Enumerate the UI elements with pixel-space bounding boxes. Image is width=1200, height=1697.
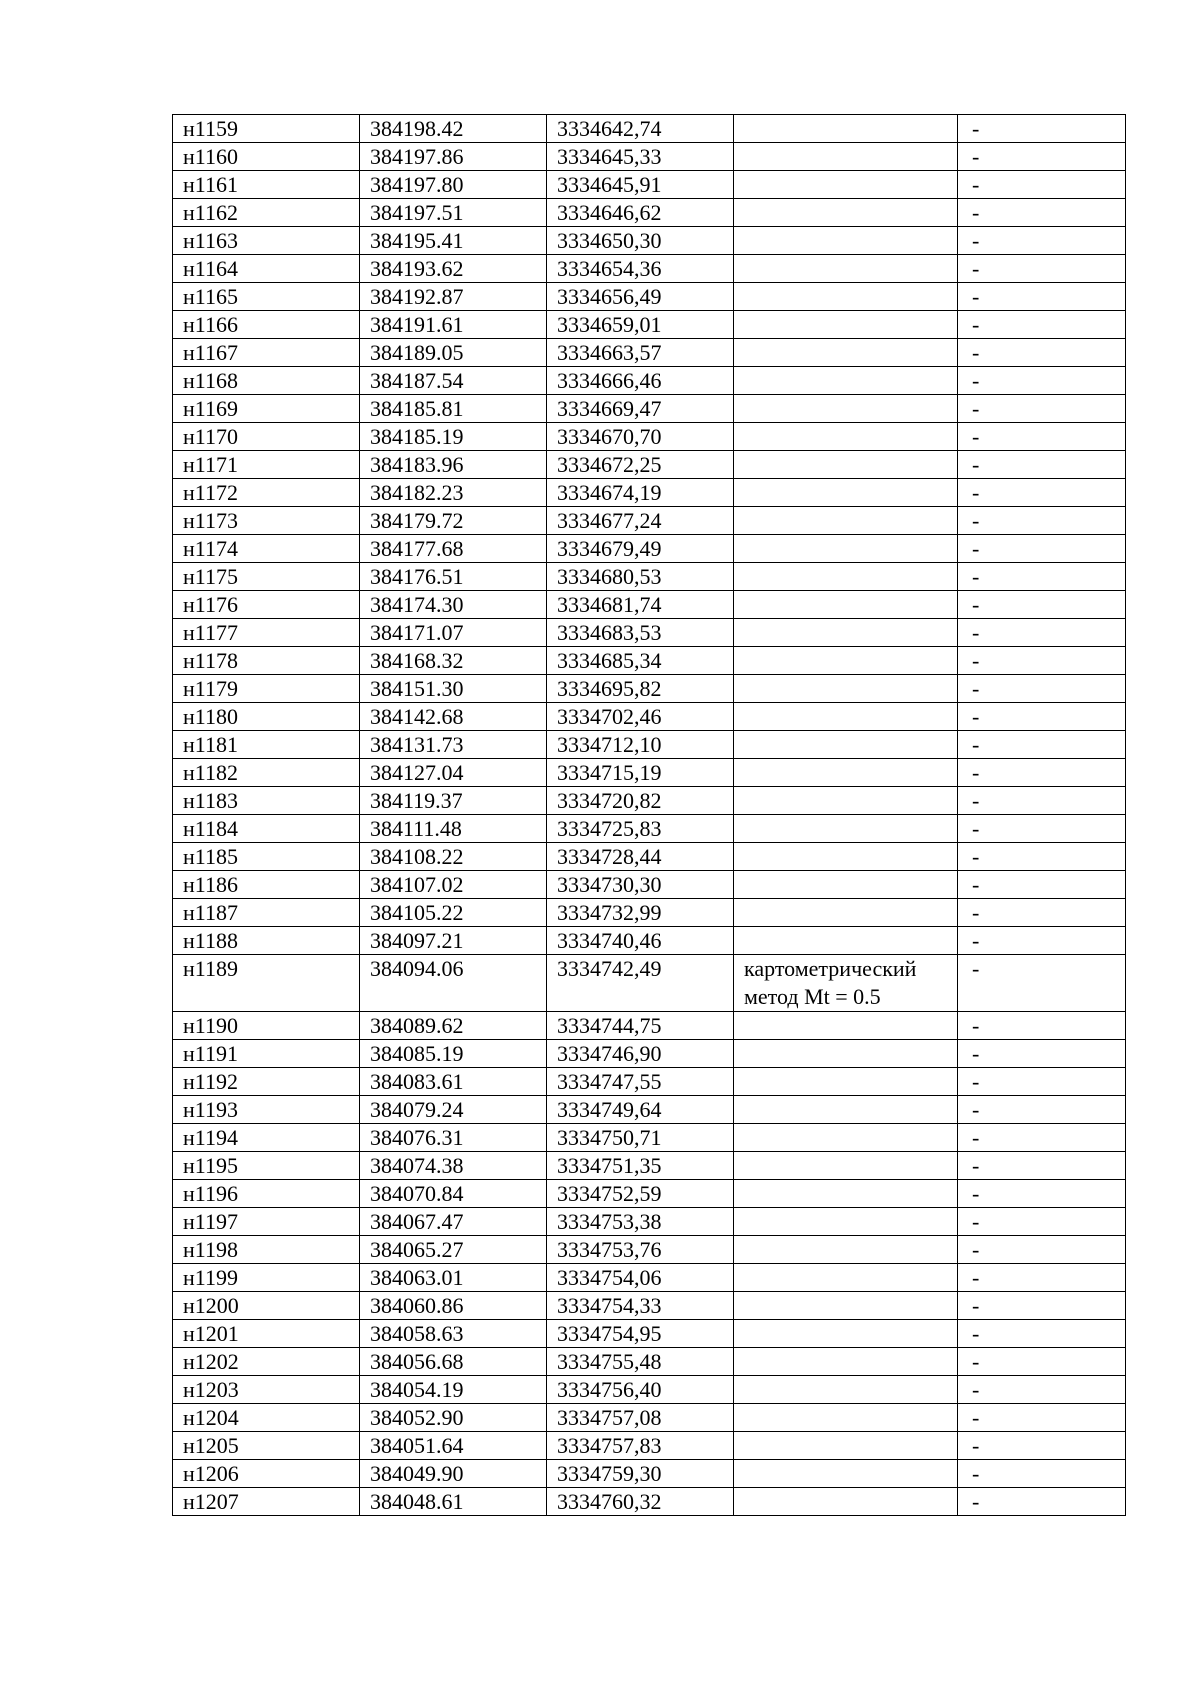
point-id-cell: н1169 [173, 395, 360, 423]
y-coordinate-cell: 3334750,71 [547, 1124, 734, 1152]
dash-cell: - [958, 255, 1126, 283]
point-id-cell: н1203 [173, 1376, 360, 1404]
x-coordinate-cell: 384052.90 [360, 1404, 547, 1432]
point-id-cell: н1165 [173, 283, 360, 311]
dash-cell: - [958, 199, 1126, 227]
dash-cell: - [958, 1236, 1126, 1264]
y-coordinate-cell: 3334744,75 [547, 1012, 734, 1040]
point-id-cell: н1168 [173, 367, 360, 395]
dash-cell: - [958, 619, 1126, 647]
x-coordinate-cell: 384197.86 [360, 143, 547, 171]
x-coordinate-cell: 384171.07 [360, 619, 547, 647]
method-note-cell [734, 367, 958, 395]
point-id-cell: н1206 [173, 1460, 360, 1488]
dash-cell: - [958, 871, 1126, 899]
dash-cell: - [958, 1012, 1126, 1040]
x-coordinate-cell: 384192.87 [360, 283, 547, 311]
method-note-cell [734, 703, 958, 731]
dash-cell: - [958, 395, 1126, 423]
y-coordinate-cell: 3334757,08 [547, 1404, 734, 1432]
dash-cell: - [958, 1320, 1126, 1348]
point-id-cell: н1200 [173, 1292, 360, 1320]
table-row [173, 787, 1126, 815]
point-id-cell: н1170 [173, 423, 360, 451]
point-id-cell: н1192 [173, 1068, 360, 1096]
method-note-cell [734, 395, 958, 423]
table-row [173, 1012, 1126, 1040]
point-id-cell: н1196 [173, 1180, 360, 1208]
table-row [173, 955, 1126, 1012]
dash-cell: - [958, 1096, 1126, 1124]
dash-cell: - [958, 311, 1126, 339]
x-coordinate-cell: 384119.37 [360, 787, 547, 815]
y-coordinate-cell: 3334650,30 [547, 227, 734, 255]
point-id-cell: н1166 [173, 311, 360, 339]
method-note-cell [734, 479, 958, 507]
table-row [173, 815, 1126, 843]
point-id-cell: н1194 [173, 1124, 360, 1152]
x-coordinate-cell: 384107.02 [360, 871, 547, 899]
method-note-cell [734, 1208, 958, 1236]
method-note-cell: картометрический метод Mt = 0.5 [734, 955, 958, 1012]
x-coordinate-cell: 384105.22 [360, 899, 547, 927]
method-note-cell [734, 619, 958, 647]
method-note-cell [734, 563, 958, 591]
y-coordinate-cell: 3334663,57 [547, 339, 734, 367]
table-row [173, 283, 1126, 311]
y-coordinate-cell: 3334670,70 [547, 423, 734, 451]
x-coordinate-cell: 384182.23 [360, 479, 547, 507]
point-id-cell: н1189 [173, 955, 360, 1012]
x-coordinate-cell: 384198.42 [360, 115, 547, 143]
dash-cell: - [958, 1124, 1126, 1152]
point-id-cell: н1204 [173, 1404, 360, 1432]
x-coordinate-cell: 384111.48 [360, 815, 547, 843]
table-row [173, 199, 1126, 227]
method-note-cell [734, 311, 958, 339]
point-id-cell: н1193 [173, 1096, 360, 1124]
x-coordinate-cell: 384049.90 [360, 1460, 547, 1488]
table-row [173, 1236, 1126, 1264]
table-row [173, 451, 1126, 479]
x-coordinate-cell: 384063.01 [360, 1264, 547, 1292]
dash-cell: - [958, 451, 1126, 479]
x-coordinate-cell: 384048.61 [360, 1488, 547, 1516]
point-id-cell: н1202 [173, 1348, 360, 1376]
coordinates-table [172, 114, 1126, 1516]
point-id-cell: н1180 [173, 703, 360, 731]
method-note-cell [734, 647, 958, 675]
x-coordinate-cell: 384054.19 [360, 1376, 547, 1404]
table-row [173, 507, 1126, 535]
point-id-cell: н1175 [173, 563, 360, 591]
table-row [173, 423, 1126, 451]
method-note-cell [734, 1292, 958, 1320]
x-coordinate-cell: 384056.68 [360, 1348, 547, 1376]
method-note-cell [734, 1488, 958, 1516]
table-row [173, 759, 1126, 787]
y-coordinate-cell: 3334659,01 [547, 311, 734, 339]
dash-cell: - [958, 899, 1126, 927]
dash-cell: - [958, 927, 1126, 955]
x-coordinate-cell: 384183.96 [360, 451, 547, 479]
method-note-cell [734, 927, 958, 955]
table-row [173, 703, 1126, 731]
x-coordinate-cell: 384174.30 [360, 591, 547, 619]
method-note-cell [734, 759, 958, 787]
dash-cell: - [958, 731, 1126, 759]
method-note-cell [734, 115, 958, 143]
method-note-cell [734, 1152, 958, 1180]
dash-cell: - [958, 1152, 1126, 1180]
table-row [173, 1068, 1126, 1096]
y-coordinate-cell: 3334677,24 [547, 507, 734, 535]
dash-cell: - [958, 563, 1126, 591]
point-id-cell: н1159 [173, 115, 360, 143]
method-note-cell [734, 843, 958, 871]
method-note-cell [734, 591, 958, 619]
method-note-cell [734, 899, 958, 927]
x-coordinate-cell: 384074.38 [360, 1152, 547, 1180]
y-coordinate-cell: 3334674,19 [547, 479, 734, 507]
method-note-cell [734, 1376, 958, 1404]
method-note-cell [734, 507, 958, 535]
y-coordinate-cell: 3334757,83 [547, 1432, 734, 1460]
point-id-cell: н1162 [173, 199, 360, 227]
method-note-cell [734, 1124, 958, 1152]
table-row [173, 535, 1126, 563]
x-coordinate-cell: 384179.72 [360, 507, 547, 535]
method-note-cell [734, 1264, 958, 1292]
table-row [173, 619, 1126, 647]
x-coordinate-cell: 384108.22 [360, 843, 547, 871]
method-note-cell [734, 1432, 958, 1460]
table-row [173, 171, 1126, 199]
table-row [173, 647, 1126, 675]
y-coordinate-cell: 3334756,40 [547, 1376, 734, 1404]
x-coordinate-cell: 384058.63 [360, 1320, 547, 1348]
x-coordinate-cell: 384177.68 [360, 535, 547, 563]
y-coordinate-cell: 3334645,33 [547, 143, 734, 171]
y-coordinate-cell: 3334725,83 [547, 815, 734, 843]
y-coordinate-cell: 3334715,19 [547, 759, 734, 787]
y-coordinate-cell: 3334740,46 [547, 927, 734, 955]
point-id-cell: н1174 [173, 535, 360, 563]
dash-cell: - [958, 815, 1126, 843]
dash-cell: - [958, 1068, 1126, 1096]
x-coordinate-cell: 384189.05 [360, 339, 547, 367]
table-row [173, 115, 1126, 143]
y-coordinate-cell: 3334754,95 [547, 1320, 734, 1348]
dash-cell: - [958, 1180, 1126, 1208]
dash-cell: - [958, 843, 1126, 871]
y-coordinate-cell: 3334752,59 [547, 1180, 734, 1208]
y-coordinate-cell: 3334712,10 [547, 731, 734, 759]
y-coordinate-cell: 3334645,91 [547, 171, 734, 199]
table-row [173, 1348, 1126, 1376]
dash-cell: - [958, 423, 1126, 451]
point-id-cell: н1191 [173, 1040, 360, 1068]
method-note-cell [734, 1012, 958, 1040]
dash-cell: - [958, 1208, 1126, 1236]
y-coordinate-cell: 3334747,55 [547, 1068, 734, 1096]
point-id-cell: н1171 [173, 451, 360, 479]
x-coordinate-cell: 384076.31 [360, 1124, 547, 1152]
y-coordinate-cell: 3334680,53 [547, 563, 734, 591]
dash-cell: - [958, 759, 1126, 787]
y-coordinate-cell: 3334720,82 [547, 787, 734, 815]
y-coordinate-cell: 3334754,33 [547, 1292, 734, 1320]
table-row [173, 1152, 1126, 1180]
method-note-cell [734, 1236, 958, 1264]
table-row [173, 1320, 1126, 1348]
x-coordinate-cell: 384191.61 [360, 311, 547, 339]
table-row [173, 395, 1126, 423]
table-row [173, 227, 1126, 255]
point-id-cell: н1178 [173, 647, 360, 675]
method-note-cell [734, 731, 958, 759]
point-id-cell: н1160 [173, 143, 360, 171]
y-coordinate-cell: 3334681,74 [547, 591, 734, 619]
point-id-cell: н1172 [173, 479, 360, 507]
table-row [173, 1292, 1126, 1320]
method-note-cell [734, 815, 958, 843]
dash-cell: - [958, 1040, 1126, 1068]
method-note-cell [734, 675, 958, 703]
point-id-cell: н1197 [173, 1208, 360, 1236]
y-coordinate-cell: 3334672,25 [547, 451, 734, 479]
method-note-cell [734, 787, 958, 815]
point-id-cell: н1186 [173, 871, 360, 899]
y-coordinate-cell: 3334656,49 [547, 283, 734, 311]
method-note-cell [734, 1320, 958, 1348]
dash-cell: - [958, 479, 1126, 507]
dash-cell: - [958, 227, 1126, 255]
x-coordinate-cell: 384067.47 [360, 1208, 547, 1236]
point-id-cell: н1205 [173, 1432, 360, 1460]
x-coordinate-cell: 384168.32 [360, 647, 547, 675]
dash-cell: - [958, 535, 1126, 563]
x-coordinate-cell: 384079.24 [360, 1096, 547, 1124]
dash-cell: - [958, 1488, 1126, 1516]
table-row [173, 1180, 1126, 1208]
dash-cell: - [958, 283, 1126, 311]
dash-cell: - [958, 1376, 1126, 1404]
table-row [173, 367, 1126, 395]
method-note-cell [734, 1068, 958, 1096]
y-coordinate-cell: 3334685,34 [547, 647, 734, 675]
point-id-cell: н1190 [173, 1012, 360, 1040]
table-row [173, 339, 1126, 367]
x-coordinate-cell: 384176.51 [360, 563, 547, 591]
y-coordinate-cell: 3334753,38 [547, 1208, 734, 1236]
y-coordinate-cell: 3334666,46 [547, 367, 734, 395]
point-id-cell: н1177 [173, 619, 360, 647]
table-row [173, 871, 1126, 899]
dash-cell: - [958, 703, 1126, 731]
dash-cell: - [958, 1460, 1126, 1488]
x-coordinate-cell: 384065.27 [360, 1236, 547, 1264]
x-coordinate-cell: 384051.64 [360, 1432, 547, 1460]
y-coordinate-cell: 3334759,30 [547, 1460, 734, 1488]
point-id-cell: н1183 [173, 787, 360, 815]
table-row [173, 843, 1126, 871]
dash-cell: - [958, 1264, 1126, 1292]
point-id-cell: н1161 [173, 171, 360, 199]
y-coordinate-cell: 3334702,46 [547, 703, 734, 731]
y-coordinate-cell: 3334695,82 [547, 675, 734, 703]
x-coordinate-cell: 384197.80 [360, 171, 547, 199]
table-row [173, 1488, 1126, 1516]
method-note-cell [734, 1040, 958, 1068]
x-coordinate-cell: 384185.81 [360, 395, 547, 423]
dash-cell: - [958, 367, 1126, 395]
table-row [173, 311, 1126, 339]
x-coordinate-cell: 384083.61 [360, 1068, 547, 1096]
table-row [173, 1208, 1126, 1236]
point-id-cell: н1173 [173, 507, 360, 535]
table-row [173, 1460, 1126, 1488]
point-id-cell: н1163 [173, 227, 360, 255]
x-coordinate-cell: 384185.19 [360, 423, 547, 451]
point-id-cell: н1164 [173, 255, 360, 283]
method-note-cell [734, 143, 958, 171]
dash-cell: - [958, 591, 1126, 619]
point-id-cell: н1188 [173, 927, 360, 955]
table-row [173, 1404, 1126, 1432]
x-coordinate-cell: 384142.68 [360, 703, 547, 731]
dash-cell: - [958, 115, 1126, 143]
method-note-cell [734, 451, 958, 479]
point-id-cell: н1195 [173, 1152, 360, 1180]
table-row [173, 255, 1126, 283]
y-coordinate-cell: 3334646,62 [547, 199, 734, 227]
table-row [173, 563, 1126, 591]
y-coordinate-cell: 3334669,47 [547, 395, 734, 423]
y-coordinate-cell: 3334728,44 [547, 843, 734, 871]
x-coordinate-cell: 384187.54 [360, 367, 547, 395]
dash-cell: - [958, 1404, 1126, 1432]
point-id-cell: н1201 [173, 1320, 360, 1348]
y-coordinate-cell: 3334742,49 [547, 955, 734, 1012]
x-coordinate-cell: 384094.06 [360, 955, 547, 1012]
dash-cell: - [958, 1292, 1126, 1320]
method-note-cell [734, 1348, 958, 1376]
x-coordinate-cell: 384127.04 [360, 759, 547, 787]
point-id-cell: н1182 [173, 759, 360, 787]
x-coordinate-cell: 384085.19 [360, 1040, 547, 1068]
y-coordinate-cell: 3334760,32 [547, 1488, 734, 1516]
y-coordinate-cell: 3334749,64 [547, 1096, 734, 1124]
method-note-cell [734, 1460, 958, 1488]
method-note-cell [734, 199, 958, 227]
x-coordinate-cell: 384070.84 [360, 1180, 547, 1208]
y-coordinate-cell: 3334753,76 [547, 1236, 734, 1264]
dash-cell: - [958, 339, 1126, 367]
x-coordinate-cell: 384193.62 [360, 255, 547, 283]
y-coordinate-cell: 3334642,74 [547, 115, 734, 143]
dash-cell: - [958, 507, 1126, 535]
method-note-cell [734, 535, 958, 563]
x-coordinate-cell: 384097.21 [360, 927, 547, 955]
point-id-cell: н1176 [173, 591, 360, 619]
table-row [173, 927, 1126, 955]
table-row [173, 1096, 1126, 1124]
point-id-cell: н1181 [173, 731, 360, 759]
table-row [173, 1124, 1126, 1152]
method-note-cell [734, 1404, 958, 1432]
dash-cell: - [958, 955, 1126, 1012]
method-note-cell [734, 283, 958, 311]
y-coordinate-cell: 3334683,53 [547, 619, 734, 647]
x-coordinate-cell: 384151.30 [360, 675, 547, 703]
table-row [173, 731, 1126, 759]
dash-cell: - [958, 675, 1126, 703]
dash-cell: - [958, 171, 1126, 199]
table-row [173, 479, 1126, 507]
point-id-cell: н1187 [173, 899, 360, 927]
dash-cell: - [958, 143, 1126, 171]
method-note-cell [734, 423, 958, 451]
table-row [173, 1040, 1126, 1068]
y-coordinate-cell: 3334746,90 [547, 1040, 734, 1068]
point-id-cell: н1207 [173, 1488, 360, 1516]
dash-cell: - [958, 647, 1126, 675]
x-coordinate-cell: 384131.73 [360, 731, 547, 759]
table-row [173, 143, 1126, 171]
y-coordinate-cell: 3334755,48 [547, 1348, 734, 1376]
table-row [173, 1264, 1126, 1292]
point-id-cell: н1185 [173, 843, 360, 871]
coordinates-table-body [173, 115, 1126, 1516]
y-coordinate-cell: 3334732,99 [547, 899, 734, 927]
point-id-cell: н1179 [173, 675, 360, 703]
point-id-cell: н1184 [173, 815, 360, 843]
table-row [173, 1432, 1126, 1460]
y-coordinate-cell: 3334654,36 [547, 255, 734, 283]
x-coordinate-cell: 384197.51 [360, 199, 547, 227]
method-note-cell [734, 227, 958, 255]
table-row [173, 899, 1126, 927]
table-row [173, 675, 1126, 703]
y-coordinate-cell: 3334751,35 [547, 1152, 734, 1180]
method-note-cell [734, 339, 958, 367]
dash-cell: - [958, 1432, 1126, 1460]
dash-cell: - [958, 787, 1126, 815]
y-coordinate-cell: 3334754,06 [547, 1264, 734, 1292]
method-note-cell [734, 1096, 958, 1124]
method-note-cell [734, 171, 958, 199]
x-coordinate-cell: 384089.62 [360, 1012, 547, 1040]
point-id-cell: н1167 [173, 339, 360, 367]
table-row [173, 1376, 1126, 1404]
x-coordinate-cell: 384060.86 [360, 1292, 547, 1320]
method-note-cell [734, 255, 958, 283]
dash-cell: - [958, 1348, 1126, 1376]
y-coordinate-cell: 3334730,30 [547, 871, 734, 899]
method-note-cell [734, 1180, 958, 1208]
table-row [173, 591, 1126, 619]
x-coordinate-cell: 384195.41 [360, 227, 547, 255]
point-id-cell: н1198 [173, 1236, 360, 1264]
method-note-cell [734, 871, 958, 899]
point-id-cell: н1199 [173, 1264, 360, 1292]
y-coordinate-cell: 3334679,49 [547, 535, 734, 563]
